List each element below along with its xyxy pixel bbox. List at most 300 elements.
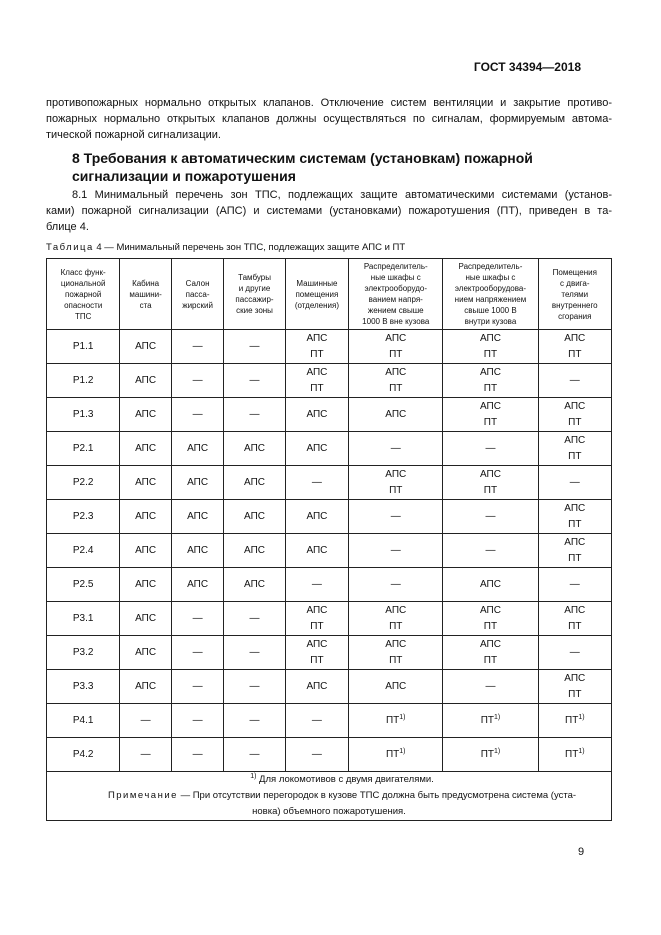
- table-cell: [538, 704, 611, 738]
- table-cell: [285, 500, 349, 534]
- table-cell: [224, 398, 285, 432]
- cell-value: АПС: [385, 604, 407, 616]
- cell-value: АПС: [564, 434, 586, 446]
- cell-value: АПС: [187, 544, 209, 556]
- table-cell: [349, 568, 443, 602]
- header-line: ные шкафы с: [370, 273, 421, 282]
- header-line: ТПС: [74, 311, 92, 321]
- column-header: [349, 259, 443, 330]
- table-row: [47, 364, 612, 398]
- cell-value: АПС: [244, 476, 265, 488]
- table-cell: [538, 466, 611, 500]
- cell-value: —: [390, 544, 401, 556]
- header-line: (отделения): [294, 300, 340, 310]
- class-cell: [47, 534, 120, 568]
- paragraph-line: ками) пожарной сигнализации (АПС) и системами (установками) пожаротушения (ПТ), приведен в та-: [46, 205, 612, 217]
- cell-value: АПС: [135, 408, 157, 420]
- cell-value: АПС: [385, 366, 407, 378]
- cell-value: —: [311, 714, 322, 726]
- table-cell: [224, 636, 285, 670]
- cell-value: Р3.2: [72, 646, 94, 658]
- table-cell: [224, 534, 285, 568]
- table-cell: [349, 670, 443, 704]
- cell-value: ПТ: [483, 348, 498, 360]
- table-cell: [224, 432, 285, 466]
- cell-value: АПС: [479, 638, 501, 650]
- cell-value: АПС: [244, 544, 265, 556]
- table-cell: [349, 466, 443, 500]
- class-cell: [47, 364, 120, 398]
- cell-value: —: [192, 748, 203, 760]
- cell-value: АПС: [187, 476, 209, 488]
- table-cell: [443, 398, 538, 432]
- cell-value: —: [192, 612, 203, 624]
- table-row: [47, 704, 612, 738]
- table-cell: [538, 636, 611, 670]
- cell-value: ПТ: [389, 654, 403, 666]
- footnote-ref: 1): [493, 747, 501, 755]
- cell-value: ПТ: [483, 484, 498, 496]
- cell-value: —: [249, 340, 260, 352]
- table-cell: [224, 330, 285, 364]
- cell-value: —: [569, 374, 580, 386]
- cell-value: ПТ: [389, 348, 403, 360]
- table-cell: [120, 636, 171, 670]
- table-cell: [224, 704, 285, 738]
- header-line: помещения: [295, 289, 339, 299]
- cell-value: АПС: [564, 536, 586, 548]
- table-cell: [120, 602, 171, 636]
- table-cell: [285, 466, 349, 500]
- table-row: [47, 432, 612, 466]
- table-cell: [224, 602, 285, 636]
- header-line: циональной: [60, 278, 106, 288]
- cell-value: —: [192, 408, 203, 420]
- table-cell: [285, 738, 349, 772]
- table-row: [47, 330, 612, 364]
- cell-value: АПС: [385, 408, 407, 420]
- footnote-ref: 1): [399, 713, 406, 721]
- table-cell: [443, 432, 538, 466]
- cell-value: —: [249, 408, 260, 420]
- cell-value: АПС: [306, 366, 328, 378]
- cell-value: АПС: [564, 332, 586, 344]
- header-line: Тамбуры: [238, 273, 271, 282]
- intro-paragraph: [46, 95, 612, 143]
- header-line: ные шкафы с: [465, 273, 516, 282]
- table-cell: [224, 738, 285, 772]
- cell-value: —: [569, 578, 580, 590]
- paragraph-8-1: [46, 187, 612, 235]
- table-cell: [349, 534, 443, 568]
- header-line: Класс функ-: [60, 267, 106, 277]
- footnote-ref: 1): [578, 747, 585, 755]
- header-line: Распределитель-: [458, 262, 523, 271]
- cell-value: Р1.2: [72, 374, 94, 386]
- table-cell: [538, 500, 611, 534]
- table-cell: [171, 636, 224, 670]
- table-cell: [120, 670, 171, 704]
- cell-value: АПС: [135, 578, 157, 590]
- cell-value: АПС: [306, 604, 328, 616]
- header-line: свыше 1000 В: [464, 306, 517, 315]
- cell-value: АПС: [135, 680, 157, 692]
- table-notes: [47, 772, 612, 821]
- class-cell: [47, 466, 120, 500]
- cell-value: ПТ: [568, 688, 582, 700]
- header-line: опасности: [64, 300, 103, 310]
- cell-value: АПС: [479, 332, 501, 344]
- table-cell: [120, 534, 171, 568]
- cell-value: АПС: [479, 468, 501, 480]
- cell-value: Р2.4: [72, 544, 94, 556]
- class-cell: [47, 432, 120, 466]
- column-header: [538, 259, 611, 330]
- footnote-text: Для локомотивов с двумя двигателями.: [256, 774, 434, 785]
- note: [49, 788, 609, 804]
- cell-value: —: [249, 612, 260, 624]
- header-line: внутреннего: [551, 300, 598, 310]
- cell-value: АПС: [135, 340, 157, 352]
- table-row: [47, 568, 612, 602]
- header-line: Кабина: [132, 278, 160, 288]
- table-row: [47, 602, 612, 636]
- section-heading-line: 8 Требования к автоматическим системам (установкам) пожарной: [72, 150, 533, 166]
- cell-value: —: [140, 748, 151, 760]
- cell-value: АПС: [306, 510, 328, 522]
- cell-value: АПС: [306, 332, 328, 344]
- table-cell: [538, 738, 611, 772]
- paragraph-line: противопожарных нормально открытых клапанов. Отключение систем вентиляции и закрытие противо-: [46, 97, 612, 109]
- cell-value: —: [485, 442, 496, 454]
- cell-value: ПТ$^{1)}$: [565, 713, 585, 726]
- cell-value: АПС: [306, 638, 328, 650]
- column-header: [224, 259, 285, 330]
- cell-value: —: [311, 476, 322, 488]
- header-line: телями: [561, 289, 589, 299]
- cell-value: ПТ: [483, 382, 498, 394]
- table-cell: [171, 738, 224, 772]
- table-cell: [224, 500, 285, 534]
- table-cell: [538, 330, 611, 364]
- table-cell: [171, 500, 224, 534]
- table-cell: [120, 398, 171, 432]
- header-line: и другие: [238, 284, 271, 293]
- header-line: пасса-: [185, 289, 210, 299]
- table-cell: [538, 568, 611, 602]
- cell-value: АПС: [564, 672, 586, 684]
- cell-value: Р3.1: [72, 612, 94, 624]
- note-continuation: новка) объемного пожаротушения.: [252, 806, 406, 817]
- cell-value: ПТ: [310, 348, 324, 360]
- footnote-ref: 1): [578, 713, 585, 721]
- footnote: [49, 772, 609, 788]
- class-cell: [47, 738, 120, 772]
- table-cell: [443, 364, 538, 398]
- table-cell: [349, 398, 443, 432]
- table-row: [47, 534, 612, 568]
- table-row: [47, 670, 612, 704]
- table-cell: [285, 670, 349, 704]
- table-cell: [443, 500, 538, 534]
- footnote-ref: 1): [493, 713, 501, 721]
- cell-value: АПС: [564, 604, 586, 616]
- column-header: [285, 259, 349, 330]
- column-header: [120, 259, 171, 330]
- cell-value: АПС: [385, 638, 407, 650]
- paragraph-line: тической пожарной сигнализации.: [46, 129, 221, 141]
- cell-value: АПС: [135, 646, 157, 658]
- header-line: жением свыше: [367, 306, 424, 315]
- cell-value: Р2.5: [72, 578, 94, 590]
- cell-value: —: [140, 714, 151, 726]
- table-cell: [538, 534, 611, 568]
- table-row: [47, 466, 612, 500]
- class-cell: [47, 670, 120, 704]
- cell-value: АПС: [135, 374, 157, 386]
- table-cell: [349, 738, 443, 772]
- table-cell: [171, 568, 224, 602]
- table-cell: [285, 330, 349, 364]
- table-row: [47, 500, 612, 534]
- cell-value: АПС: [244, 510, 265, 522]
- cell-value: ПТ: [310, 654, 324, 666]
- table-caption-label: Таблица: [46, 242, 94, 253]
- table-cell: [171, 398, 224, 432]
- cell-value: ПТ: [568, 450, 582, 462]
- cell-value: —: [192, 714, 203, 726]
- cell-value: Р1.3: [72, 408, 94, 420]
- cell-value: ПТ: [310, 620, 324, 632]
- cell-value: —: [192, 374, 203, 386]
- cell-value: —: [249, 714, 260, 726]
- cell-value: —: [390, 510, 401, 522]
- cell-value: —: [485, 544, 496, 556]
- cell-value: Р1.1: [72, 340, 94, 352]
- table-cell: [443, 738, 538, 772]
- header-line: 1000 В вне кузова: [362, 317, 430, 326]
- cell-value: —: [569, 476, 580, 488]
- table-caption-text: 4 — Минимальный перечень зон ТПС, подлежащих защите АПС и ПТ: [93, 242, 406, 253]
- cell-value: ПТ$^{1)}$: [385, 747, 406, 760]
- table-notes-row: [47, 772, 612, 821]
- cell-value: ПТ: [389, 484, 403, 496]
- footnote-marker: 1): [250, 773, 257, 780]
- table-cell: [171, 534, 224, 568]
- cell-value: АПС: [244, 578, 265, 590]
- table-cell: [224, 364, 285, 398]
- cell-value: —: [311, 578, 322, 590]
- cell-value: Р2.1: [72, 442, 94, 454]
- table-cell: [120, 364, 171, 398]
- header-line: Машинные: [296, 278, 338, 288]
- cell-value: ПТ$^{1)}$: [385, 713, 406, 726]
- zones-table: [46, 258, 612, 821]
- cell-value: —: [249, 680, 260, 692]
- table-cell: [171, 330, 224, 364]
- note-label: Примечание: [107, 790, 178, 801]
- table-cell: [349, 636, 443, 670]
- class-cell: [47, 500, 120, 534]
- table-row: [47, 738, 612, 772]
- header-line: машини-: [129, 289, 162, 299]
- header-line: нием напряжением: [454, 295, 527, 304]
- cell-value: АПС: [244, 442, 265, 454]
- column-header: [47, 259, 120, 330]
- cell-value: —: [192, 340, 203, 352]
- cell-value: АПС: [135, 442, 157, 454]
- cell-value: АПС: [187, 442, 209, 454]
- table-caption: [46, 242, 405, 253]
- note-text: — При отсутствии перегородок в кузове ТПС должна быть предусмотрена система (уста-: [177, 790, 577, 801]
- table-row: [47, 636, 612, 670]
- cell-value: АПС: [479, 578, 501, 590]
- table-row: [47, 398, 612, 432]
- table-cell: [285, 704, 349, 738]
- cell-value: ПТ: [568, 620, 582, 632]
- table-cell: [349, 330, 443, 364]
- table-cell: [349, 432, 443, 466]
- header-line: пассажир-: [235, 295, 274, 304]
- header-line: ста: [139, 300, 152, 310]
- class-cell: [47, 330, 120, 364]
- cell-value: АПС: [306, 408, 328, 420]
- table-cell: [171, 364, 224, 398]
- table-cell: [443, 568, 538, 602]
- cell-value: —: [390, 442, 401, 454]
- paragraph-line: блице 4.: [46, 221, 89, 233]
- table-cell: [120, 738, 171, 772]
- cell-value: АПС: [385, 680, 407, 692]
- cell-value: —: [192, 680, 203, 692]
- cell-value: АПС: [479, 604, 501, 616]
- header-line: внутри кузова: [464, 317, 517, 326]
- cell-value: АПС: [306, 442, 328, 454]
- cell-value: Р4.1: [72, 714, 94, 726]
- table-cell: [285, 364, 349, 398]
- cell-value: —: [390, 578, 401, 590]
- table-cell: [120, 704, 171, 738]
- cell-value: АПС: [564, 400, 586, 412]
- cell-value: ПТ: [310, 382, 324, 394]
- cell-value: —: [485, 510, 496, 522]
- cell-value: ПТ: [568, 518, 582, 530]
- column-header: [443, 259, 538, 330]
- cell-value: АПС: [385, 468, 407, 480]
- table-cell: [120, 466, 171, 500]
- cell-value: —: [249, 748, 260, 760]
- header-line: ванием напря-: [368, 295, 423, 304]
- table-cell: [120, 330, 171, 364]
- table-cell: [171, 670, 224, 704]
- cell-value: ПТ: [483, 654, 498, 666]
- cell-value: АПС: [187, 510, 209, 522]
- cell-value: —: [569, 646, 580, 658]
- cell-value: АПС: [135, 476, 157, 488]
- cell-value: АПС: [187, 578, 209, 590]
- cell-value: —: [192, 646, 203, 658]
- section-heading-line: сигнализации и пожаротушения: [72, 168, 296, 184]
- cell-value: Р3.3: [72, 680, 94, 692]
- header-line: жирский: [182, 300, 213, 310]
- table-cell: [443, 330, 538, 364]
- table-cell: [285, 568, 349, 602]
- header-line: ские зоны: [236, 306, 273, 315]
- header-row: [47, 259, 612, 330]
- cell-value: ПТ: [483, 416, 498, 428]
- table-cell: [120, 568, 171, 602]
- table-cell: [538, 364, 611, 398]
- table-cell: [285, 534, 349, 568]
- header-line: Салон: [185, 278, 210, 288]
- cell-value: ПТ: [568, 416, 582, 428]
- document-id: ГОСТ 34394—2018: [473, 60, 581, 74]
- table-cell: [171, 602, 224, 636]
- cell-value: ПТ$^{1)}$: [565, 747, 585, 760]
- header-line: сгорания: [558, 311, 592, 321]
- cell-value: АПС: [306, 680, 328, 692]
- table-cell: [224, 670, 285, 704]
- table-cell: [443, 636, 538, 670]
- cell-value: ПТ: [568, 552, 582, 564]
- header-line: с двига-: [560, 278, 590, 288]
- cell-value: ПТ$^{1)}$: [480, 713, 501, 726]
- cell-value: ПТ$^{1)}$: [480, 747, 501, 760]
- table-cell: [443, 602, 538, 636]
- header-line: Распределитель-: [363, 262, 428, 271]
- column-header: [171, 259, 224, 330]
- class-cell: [47, 398, 120, 432]
- cell-value: —: [485, 680, 496, 692]
- cell-value: АПС: [479, 400, 501, 412]
- table-cell: [443, 704, 538, 738]
- cell-value: —: [249, 646, 260, 658]
- section-heading: [72, 149, 592, 185]
- paragraph-line: пожарных нормально открытых клапанов должны осуществляться по сигналам, формируемым автома-: [46, 113, 612, 125]
- page-number: 9: [578, 846, 585, 858]
- table-cell: [443, 534, 538, 568]
- table-cell: [171, 432, 224, 466]
- table-cell: [443, 466, 538, 500]
- table-cell: [285, 602, 349, 636]
- cell-value: АПС: [385, 332, 407, 344]
- table-cell: [224, 466, 285, 500]
- table-cell: [120, 432, 171, 466]
- table-cell: [349, 704, 443, 738]
- cell-value: АПС: [306, 544, 328, 556]
- cell-value: ПТ: [389, 382, 403, 394]
- table-cell: [171, 704, 224, 738]
- table-cell: [538, 398, 611, 432]
- cell-value: —: [311, 748, 322, 760]
- header-line: пожарной: [65, 289, 102, 299]
- cell-value: Р2.3: [72, 510, 94, 522]
- cell-value: Р4.2: [72, 748, 94, 760]
- cell-value: АПС: [564, 502, 586, 514]
- table-cell: [171, 466, 224, 500]
- cell-value: —: [249, 374, 260, 386]
- table-cell: [443, 670, 538, 704]
- table-cell: [538, 432, 611, 466]
- table-cell: [349, 602, 443, 636]
- cell-value: АПС: [135, 544, 157, 556]
- table-cell: [285, 636, 349, 670]
- table-cell: [224, 568, 285, 602]
- table-header: [47, 259, 612, 330]
- header-line: электрооборудо-: [364, 284, 428, 293]
- table-cell: [120, 500, 171, 534]
- cell-value: Р2.2: [72, 476, 94, 488]
